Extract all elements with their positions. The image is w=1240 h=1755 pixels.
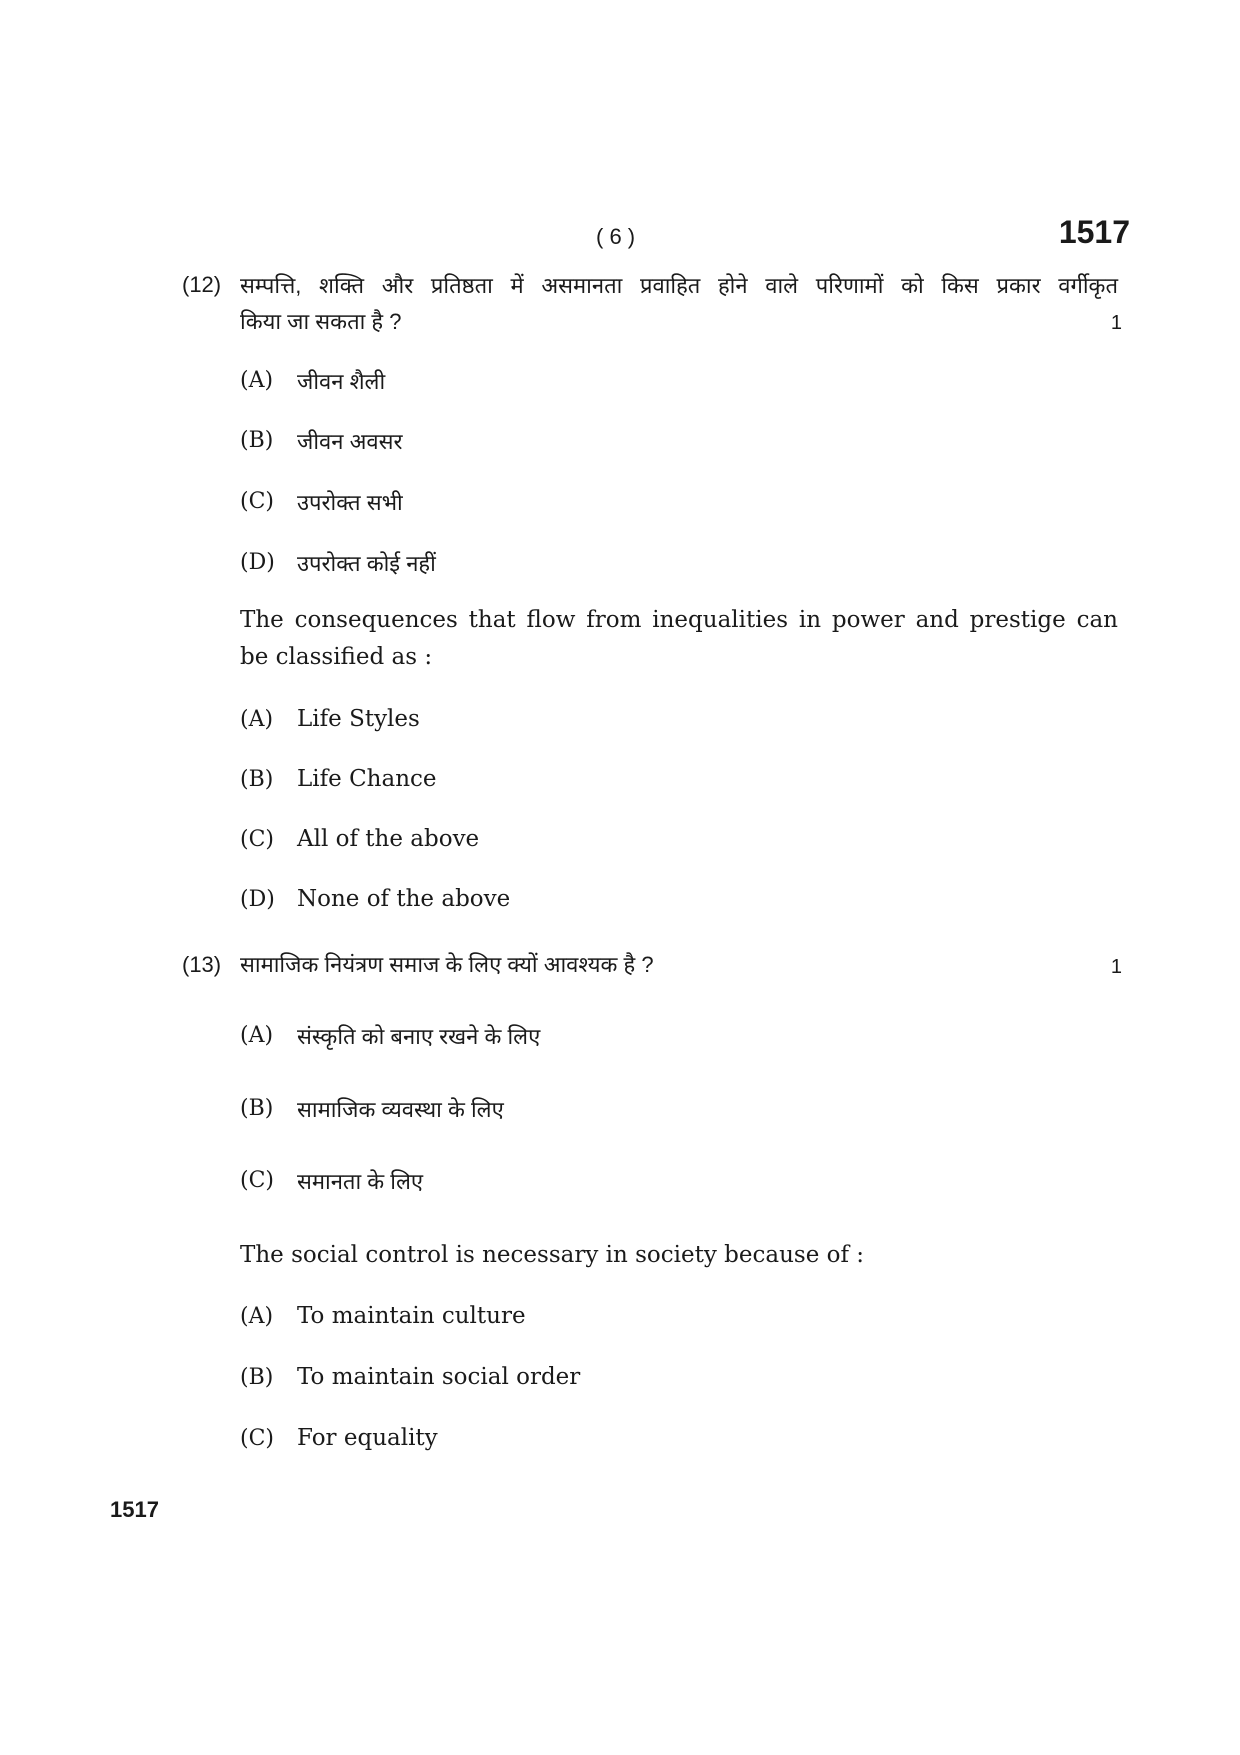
q12-english-option-b-text: Life Chance [297, 766, 437, 792]
paper-code-bottom: 1517 [110, 1497, 159, 1522]
q12-hindi-option-c-letter: (C) [240, 489, 274, 514]
question-13-number: (13) [182, 952, 222, 977]
question-13-marks: 1 [1110, 956, 1122, 978]
q12-hindi-option-b-text: जीवन अवसर [297, 429, 403, 454]
q12-hindi-option-b-letter: (B) [240, 428, 274, 453]
q13-hindi-option-a-text: संस्कृति को बनाए रखने के लिए [297, 1024, 541, 1049]
q13-english-option-a-letter: (A) [240, 1304, 274, 1329]
q12-english-option-d-text: None of the above [297, 886, 511, 912]
q12-english-option-c-letter: (C) [240, 827, 274, 852]
q13-english-option-a-text: To maintain culture [297, 1303, 526, 1329]
question-12-number: (12) [182, 272, 222, 297]
q12-hindi-option-c-text: उपरोक्त सभी [297, 490, 403, 515]
q12-english-option-b-letter: (B) [240, 767, 274, 792]
question-12-hindi-line2: किया जा सकता है ? [240, 309, 402, 334]
q13-english-option-c-letter: (C) [240, 1426, 274, 1451]
question-12-english-line2: be classified as : [240, 644, 433, 670]
q12-english-option-a-letter: (A) [240, 707, 274, 732]
q13-english-option-c-text: For equality [297, 1425, 438, 1451]
paper-code-top: 1517 [1058, 214, 1130, 250]
q13-hindi-option-a-letter: (A) [240, 1023, 274, 1048]
q12-hindi-option-d-letter: (D) [240, 550, 275, 575]
question-12-marks: 1 [1110, 312, 1122, 334]
q12-english-option-a-text: Life Styles [297, 706, 420, 732]
q13-english-option-b-letter: (B) [240, 1365, 274, 1390]
question-13-english-line1: The social control is necessary in society because of : [240, 1242, 865, 1268]
q12-english-option-d-letter: (D) [240, 887, 275, 912]
q13-hindi-option-b-letter: (B) [240, 1096, 274, 1121]
question-13-hindi-line1: सामाजिक नियंत्रण समाज के लिए क्यों आवश्यक है ? [240, 952, 654, 977]
page-number: ( 6 ) [596, 224, 636, 249]
q13-english-option-b-text: To maintain social order [297, 1364, 581, 1390]
question-12-english-line1: The consequences that flow from inequalities in power and prestige can [240, 607, 1118, 633]
q12-hindi-option-a-letter: (A) [240, 368, 274, 393]
q12-hindi-option-d-text: उपरोक्त कोई नहीं [297, 551, 436, 576]
question-12-hindi-line1: सम्पत्ति, शक्ति और प्रतिष्ठता में असमानता प्रवाहित होने वाले परिणामों को किस प्रकार वर्गीकृत [240, 273, 1118, 298]
q13-hindi-option-c-text: समानता के लिए [297, 1169, 424, 1194]
q12-english-option-c-text: All of the above [297, 826, 480, 852]
q13-hindi-option-c-letter: (C) [240, 1168, 274, 1193]
q12-hindi-option-a-text: जीवन शैली [297, 369, 386, 394]
q13-hindi-option-b-text: सामाजिक व्यवस्था के लिए [297, 1097, 504, 1122]
